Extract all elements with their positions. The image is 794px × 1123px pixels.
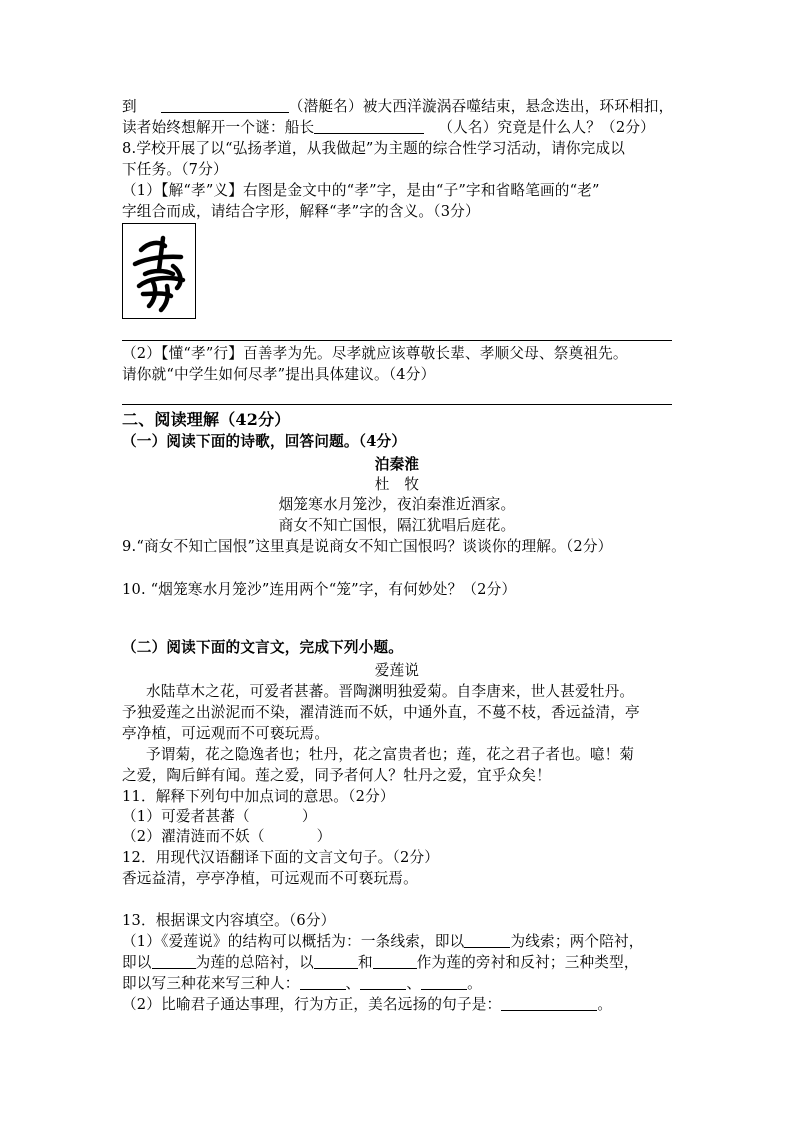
q12-sentence: 香远益清，亭亭净植，可远观而不可亵玩焉。 <box>122 870 418 887</box>
clue-blank[interactable] <box>464 932 510 948</box>
essay-p1-line-2: 予独爱莲之出淤泥而不染，濯清涟而不妖，中通外直，不蔓不枝，香远益清，亭 <box>122 704 640 721</box>
q13-l3-end: 。 <box>467 975 482 992</box>
q11-item-2-text: （2）濯清涟而不妖（ <box>122 828 265 845</box>
question-9: 9.“商女不知亡国恨”这里真是说商女不知亡国恨吗？谈谈你的理解。（2分） <box>122 538 613 555</box>
q11-item-2 <box>122 827 331 847</box>
q8-part2-line-1: （2）【懂“孝”行】百善孝为先。尽孝就应该尊敬长辈、孝顺父母、祭奠祖先。 <box>122 345 628 362</box>
q13-l4-end: 。 <box>597 996 613 1013</box>
person-type-2-blank[interactable] <box>360 974 406 990</box>
q13-l2-text-c: 和 <box>357 954 373 971</box>
q7-text-start: 到 <box>122 98 137 115</box>
question-12: 12．用现代汉语翻译下面的文言文句子。（2分） <box>122 849 440 866</box>
contrast-foil-blank[interactable] <box>373 953 417 969</box>
poem-line-1: 烟笼寒水月笼沙，夜泊秦淮近酒家。 <box>278 496 516 513</box>
q7-line-2 <box>122 118 655 138</box>
q13-l3-text: 即以写三种花来写三种人： <box>122 975 300 992</box>
q13-l1-text: （1）《爱莲说》的结构可以概括为：一条线索，即以 <box>122 933 465 950</box>
general-foil-blank[interactable] <box>152 953 196 969</box>
person-type-1-blank[interactable] <box>300 974 346 990</box>
q7-line-1 <box>122 97 673 117</box>
q13-l3-sep-1: 、 <box>345 975 361 992</box>
q7-text-end: （人名）究竟是什么人？（2分） <box>438 119 655 136</box>
q13-line-2 <box>122 953 639 973</box>
q13-line-1 <box>122 932 644 952</box>
essay-p2-line-2: 之爱，陶后鲜有闻。莲之爱，同予者何人？牡丹之爱，宜乎众矣！ <box>122 767 552 784</box>
q13-line-4 <box>122 995 612 1015</box>
poem-title: 泊秦淮 <box>374 456 420 473</box>
person-type-3-blank[interactable] <box>421 974 467 990</box>
question-13: 13．根据课文内容填空。（6分） <box>122 912 336 929</box>
q8-part1-line-2: 字组合而成，请结合字形，解释“孝”字的含义。（3分） <box>122 203 480 220</box>
q11-item-1-close: ） <box>301 808 317 825</box>
captain-name-blank[interactable] <box>314 118 424 134</box>
question-10: 10. “烟笼寒水月笼沙”连用两个“笼”字，有何妙处？（2分） <box>122 581 517 598</box>
xiao-glyph-icon <box>123 224 197 320</box>
part2-heading: （二）阅读下面的文言文，完成下列小题。 <box>122 639 404 656</box>
q7-text-note: （潜艇名）被大西洋漩涡吞噬结束，悬念迭出，环环相扣， <box>288 98 674 115</box>
q8-part2-answer-line[interactable] <box>122 404 672 405</box>
part1-heading: （一）阅读下面的诗歌，回答问题。（4分） <box>122 433 407 450</box>
q8-line-2: 下任务。（7分） <box>122 161 228 178</box>
q8-line-1: 8.学校开展了以“弘扬孝道，从我做起”为主题的综合性学习活动，请你完成以 <box>122 140 626 157</box>
q11-item-1-text: （1）可爱者甚蕃（ <box>122 808 250 825</box>
essay-p1-line-3: 亭净植，可远观而不可亵玩焉。 <box>122 725 330 742</box>
q13-l2-text-d: 作为莲的旁衬和反衬；三种类型， <box>416 954 639 971</box>
q8-part1-line-1: （1）【解“孝”义】右图是金文中的“孝”字，是由“子”字和省略笔画的“老” <box>122 182 600 199</box>
jinwen-xiao-character-image <box>122 223 196 319</box>
essay-p2-line-1: 予谓菊，花之隐逸者也；牡丹，花之富贵者也；莲，花之君子者也。噫！菊 <box>146 746 635 763</box>
poem-author: 杜 牧 <box>374 476 420 493</box>
q7-text-question: 读者始终想解开一个谜：船长 <box>122 119 315 136</box>
q8-part1-answer-line[interactable] <box>122 340 672 341</box>
side-foil-blank[interactable] <box>314 953 358 969</box>
q11-item-1 <box>122 807 317 827</box>
q11-item-2-close: ） <box>316 828 332 845</box>
q13-line-3 <box>122 974 482 994</box>
section-title: 二、阅读理解（42分） <box>122 410 291 429</box>
q13-l4-text: （2）比喻君子通达事理，行为方正，美名远扬的句子是： <box>122 996 502 1013</box>
q13-l2-text-a: 即以 <box>122 954 152 971</box>
gentleman-sentence-blank[interactable] <box>501 995 597 1011</box>
q13-l1-text-b: 为线索；两个陪衬， <box>510 933 644 950</box>
poem-line-2: 商女不知亡国恨，隔江犹唱后庭花。 <box>278 517 516 534</box>
q8-part2-line-2: 请你就“中学生如何尽孝”提出具体建议。（4分） <box>122 366 436 383</box>
question-11: 11．解释下列句中加点词的意思。（2分） <box>122 788 395 805</box>
submarine-name-blank[interactable] <box>161 97 289 113</box>
essay-p1-line-1: 水陆草木之花，可爱者甚蕃。晋陶渊明独爱菊。自李唐来，世人甚爱牡丹。 <box>146 683 635 700</box>
q13-l3-sep-2: 、 <box>406 975 422 992</box>
essay-title: 爱莲说 <box>374 662 420 679</box>
q13-l2-text-b: 为莲的总陪衬，以 <box>195 954 314 971</box>
